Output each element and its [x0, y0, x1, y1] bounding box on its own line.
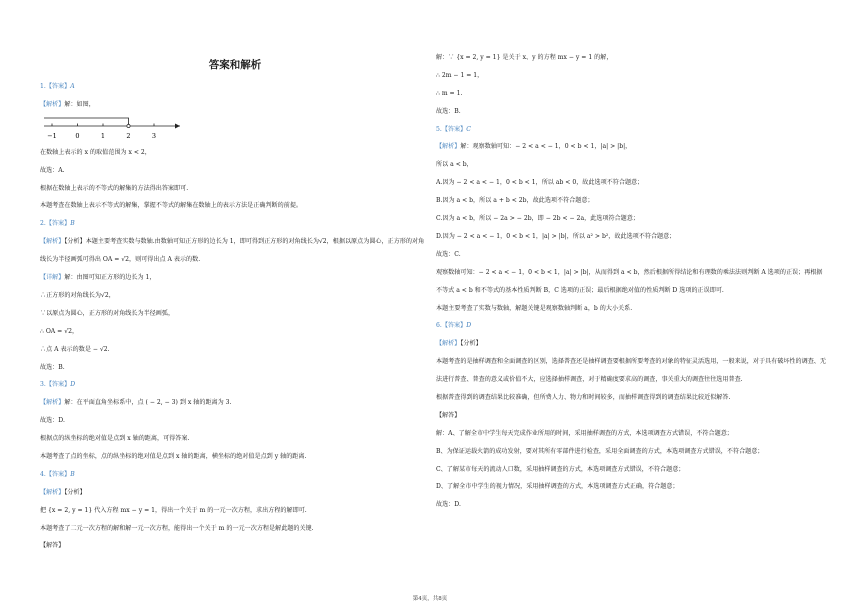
- arrow-icon: [175, 123, 180, 128]
- question-number: 3.: [40, 381, 46, 389]
- right-content: [436, 49, 826, 514]
- analysis-line: [40, 233, 430, 269]
- text-line: D.因为 − 2 < a < − 1，0 < b < 1，|a| > |b|，所以 a² > b²，故此选项不符合题意；: [436, 232, 676, 240]
- line-text: 【分析】: [460, 340, 482, 348]
- analysis-line: [40, 484, 430, 502]
- answer-value: C: [466, 125, 471, 133]
- line-text: 【分析】本题主要考查实数与数轴.由数轴可知正方形的边长为 1，即可得到正方形的对角线长为√2，根据以原点为圆心，正方形的对角线长为半径画弧可得出 OA = √2，则可得出点 A 表示的数.: [40, 238, 425, 264]
- question-number: 2.: [40, 220, 46, 228]
- text-line: ∴点 A 表示的数是 − √2.: [40, 345, 110, 353]
- answer-line: [436, 317, 826, 335]
- text-line: 解：A、了解全市中学生每天完成作业所用的时间，采用抽样调查的方式，本选项调查方式错误，不符合题意；: [436, 429, 733, 437]
- tick-label: 0: [75, 131, 80, 140]
- section-tag: 【解析】: [40, 100, 65, 108]
- open-endpoint: [127, 124, 130, 127]
- section-tag: 【详解】: [40, 274, 65, 282]
- text-line: A.因为 − 2 < a < − 1，0 < b < 1，所以 ab < 0，故此选项不符合题意；: [436, 179, 644, 187]
- text-line: 故选：B.: [40, 363, 65, 371]
- answer-tag: 【答案】: [441, 125, 467, 133]
- answer-tag: 【答案】: [45, 220, 71, 228]
- answer-line: [436, 121, 826, 139]
- number-line-figure: [40, 114, 430, 144]
- answer-value: D: [70, 381, 76, 389]
- line-text: 解：由图可知正方形的边长为 1，: [64, 274, 156, 282]
- analysis-line: [40, 269, 430, 287]
- analysis-line: [40, 96, 430, 114]
- text-line: 根据点的纵坐标的绝对值是点到 x 轴的距离，可得答案.: [40, 435, 190, 443]
- line-text: 解：如图，: [64, 100, 95, 108]
- tick-label: −1: [47, 131, 57, 140]
- left-content: [40, 78, 430, 555]
- text-line: ∴ m = 1.: [436, 89, 463, 97]
- number-line: [40, 114, 190, 144]
- analysis-line: [436, 335, 826, 353]
- answer-value: D: [466, 322, 472, 330]
- text-line: 在数轴上表示的 x 的取值范围为 x < 2，: [40, 148, 151, 156]
- answer-value: B: [70, 220, 75, 228]
- text-line: 故选：A.: [40, 166, 65, 174]
- text-line: 故选：D.: [436, 501, 461, 509]
- tick-label: 2: [126, 131, 131, 140]
- text-line: 故选：D.: [40, 417, 65, 425]
- left-column: [40, 0, 430, 555]
- text-line: B.因为 a < b，所以 a + b < 2b，故此选项不符合题意；: [436, 197, 594, 205]
- text-line: 根据普查得到的调查结果比较准确，但所费人力、物力和时间较多，而抽样调查得到的调查结果比较近似解答.: [436, 393, 731, 401]
- section-tag: 【解析】: [40, 238, 65, 246]
- section-tag: 【解析】: [40, 488, 65, 496]
- answer-value: B: [70, 470, 75, 478]
- answer-line: [40, 376, 430, 394]
- text-line: D、了解全市中学生的视力情况，采用抽样调查的方式，本选项调查方式正确，符合题意；: [436, 483, 679, 491]
- text-line: 根据在数轴上表示的不等式的解集的方法得出答案即可.: [40, 184, 189, 192]
- question-number: 6.: [436, 322, 442, 330]
- question-number: 4.: [40, 470, 46, 478]
- section-tag: 【解析】: [436, 143, 461, 151]
- text-line: ∵以原点为圆心，正方形的对角线长为半径画弧，: [40, 309, 175, 317]
- answer-tag: 【答案】: [441, 322, 467, 330]
- page-footer: 第4页，共8页: [412, 596, 448, 602]
- text-line: ∴ 2m − 1 = 1，: [436, 71, 484, 79]
- section-tag: 【解析】: [40, 399, 65, 407]
- text-line: 本题考查在数轴上表示不等式的解集，掌握不等式的解集在数轴上的表示方法是正确判断的前提。: [40, 202, 303, 210]
- answer-value: A: [70, 83, 75, 90]
- text-line: ∴正方形的对角线长为√2，: [40, 291, 115, 299]
- text-line: 【解答】: [40, 542, 65, 550]
- text-line: 本题考查了点的坐标，点的纵坐标的绝对值是点到 x 轴的距离，横坐标的绝对值是点到 y 轴的距离.: [40, 452, 307, 460]
- answer-tag: 【答案】: [45, 83, 71, 90]
- text-line: C.因为 a < b，所以 − 2a > − 2b，即 − 2b < − 2a，此选项符合题意；: [436, 215, 639, 223]
- text-line: B、为保证运载火箭的成功发射，要对其所有零部件进行检查，采用全面调查的方式，本选项调查方式错误，不符合题意；: [436, 447, 764, 455]
- analysis-line: [40, 394, 430, 412]
- text-line: 所以 a < b，: [436, 161, 473, 169]
- line-text: 解：在平面直角坐标系中，点 ( − 2, − 3) 到 x 轴的距离为 3.: [64, 399, 232, 407]
- line-text: 解：观察数轴可知：− 2 < a < − 1，0 < b < 1，|a| > |b|，: [460, 143, 632, 151]
- text-line: 本题主要考查了实数与数轴，解题关键是观察数轴判断 a，b 的大小关系.: [436, 304, 633, 312]
- answer-line: [40, 466, 430, 484]
- page-title: 答案和解析: [208, 59, 262, 71]
- analysis-line: [436, 138, 826, 156]
- text-line: 解：∵ {x = 2, y = 1} 是关于 x、y 的方程 mx − y = 1 的解，: [436, 54, 613, 61]
- text-line: 故选：C.: [436, 250, 461, 258]
- text-line: 故选：B.: [436, 107, 461, 115]
- text-line: 把 {x = 2, y = 1} 代入方程 mx − y = 1，得出一个关于 m 的一元一次方程，求出方程的解即可.: [40, 506, 307, 514]
- line-text: 【分析】: [64, 488, 86, 496]
- answer-tag: 【答案】: [45, 381, 71, 389]
- text-line: 观察数轴可知：− 2 < a < − 1，0 < b < 1，|a| > |b|，从而得到 a < b，然后根据所得结论和有理数的乘法法则判断 A 选项的正误；再根据不等式 a < b 和不等式的基本性质判断 B，C 选项的正误；最后根据绝对值的性质判断 D 选项的正误即可.: [436, 268, 823, 294]
- text-line: C、了解某市每天的流动人口数，采用抽样调查的方式，本选项调查方式错误，不符合题意；: [436, 465, 685, 473]
- right-column: [436, 0, 826, 514]
- text-line: 本题考查了二元一次方程的解和解一元一次方程，能得出一个关于 m 的一元一次方程是解此题的关键.: [40, 524, 314, 532]
- question-number: 5.: [436, 125, 442, 133]
- section-tag: 【解析】: [436, 340, 461, 348]
- tick-label: 1: [100, 131, 106, 140]
- text-line: 本题考查的是抽样调查和全面调查的区别，选择普查还是抽样调查要根据所要考查的对象的特征灵活选用，一般来说，对于具有破坏性的调查、无法进行普查、普查的意义或价值不大，应选择抽样调查，对于精确度要求高的调查，事关重大的调查往往选用普查.: [436, 358, 826, 384]
- answer-line: [40, 215, 430, 233]
- text-line: ∴ OA = √2，: [40, 327, 79, 335]
- answer-line: [40, 78, 430, 96]
- answer-tag: 【答案】: [45, 470, 71, 478]
- question-number: 1.: [40, 83, 46, 90]
- tick-label: 3: [151, 131, 157, 140]
- text-line: 【解答】: [436, 411, 461, 419]
- solution-range-bracket: [44, 118, 129, 126]
